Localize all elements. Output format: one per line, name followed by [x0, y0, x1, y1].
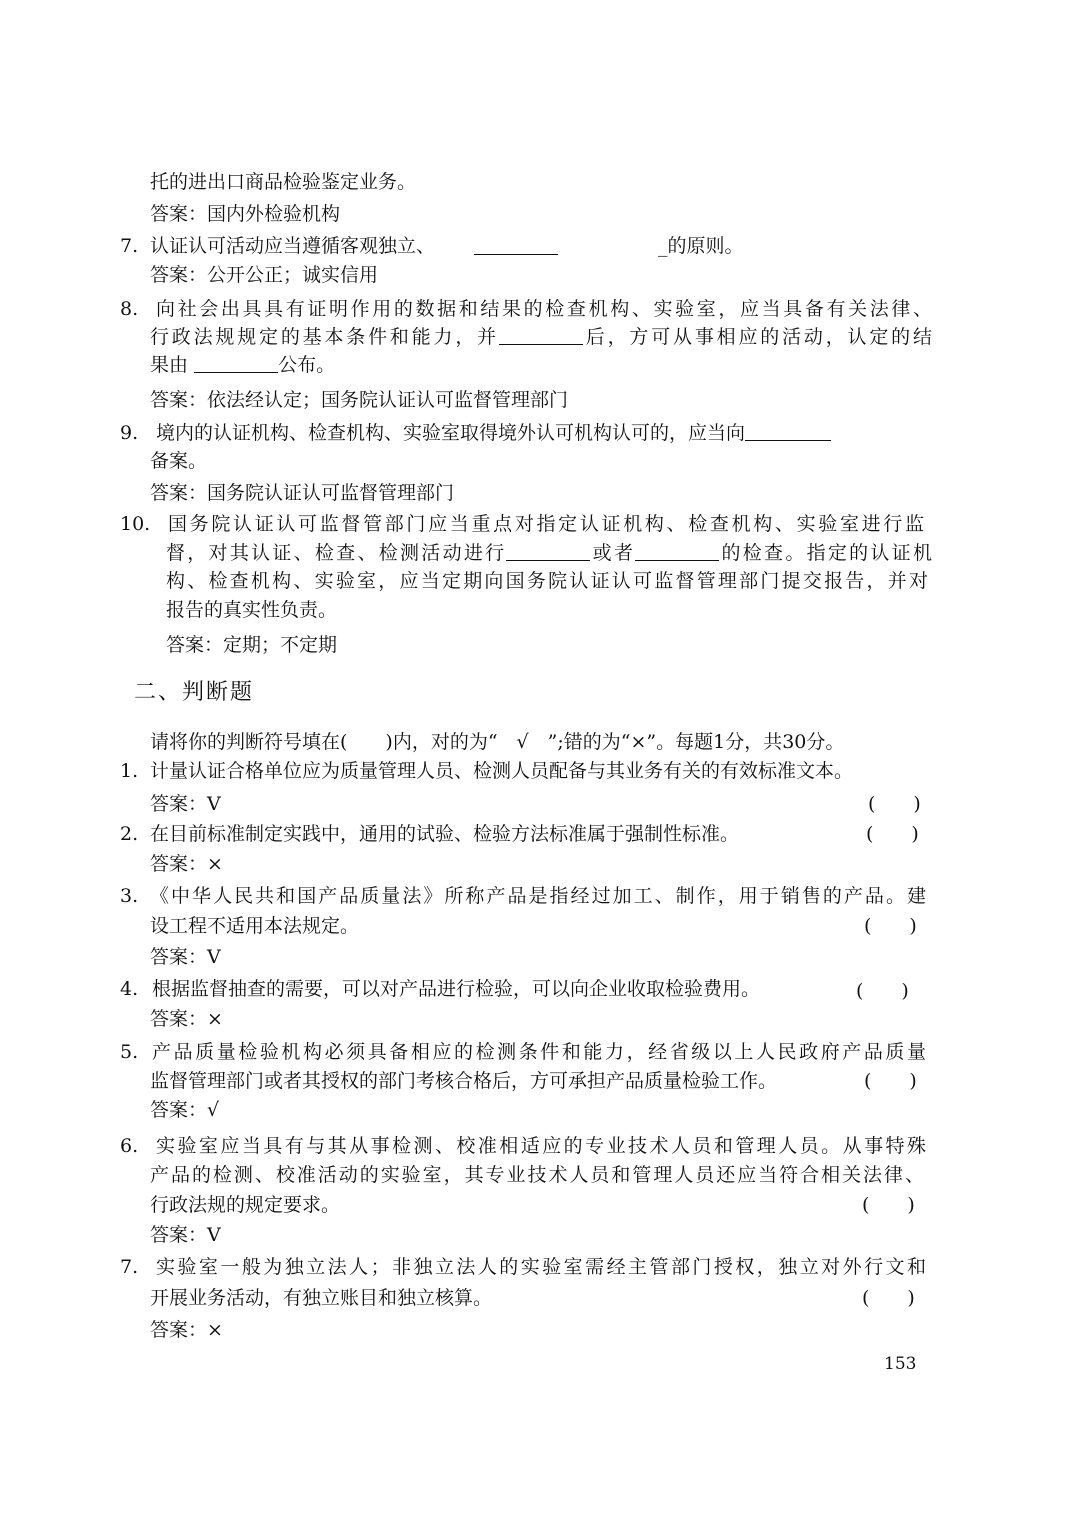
- item10-blank-1: [506, 540, 590, 561]
- judge-item-6-line2: 产品的检测、校准活动的实验室，其专业技术人员和管理人员还应当符合相关法律、: [150, 1164, 924, 1186]
- judge-item-3-answer: 答案：V: [150, 946, 221, 968]
- judge-item-6-paren: ( ): [862, 1194, 915, 1216]
- judge-item-2-line1: 在目前标准制定实践中，通用的试验、检验方法标准属于强制性标准。: [150, 823, 740, 845]
- item8-blank-2: [194, 352, 278, 373]
- judge-item-3-line1: 《中华人民共和国产品质量法》所称产品是指经过加工、制作，用于销售的产品。建: [150, 885, 926, 907]
- item8-line2-post: 后，方可从事相应的活动，认定的结: [583, 326, 932, 348]
- judge-item-3-number: 3.: [120, 885, 139, 907]
- judge-item-1-answer: 答案：V: [150, 793, 221, 815]
- item10-line1: 国务院认证认可监督管部门应当重点对指定认证机构、检查机构、实验室进行监: [168, 513, 924, 535]
- judge-item-4-paren: ( ): [856, 980, 909, 1002]
- judge-item-7-number: 7.: [120, 1256, 139, 1278]
- judge-instructions: 请将你的判断符号填在( )内，对的为“ √ ”;错的为“×”。每题1分，共30分。: [150, 731, 845, 753]
- judge-item-1-paren: ( ): [868, 793, 921, 815]
- judge-item-7-paren: ( ): [862, 1287, 915, 1309]
- item10-line4: 报告的真实性负责。: [166, 599, 338, 621]
- judge-item-7-line1: 实验室一般为独立法人；非独立法人的实验室需经主管部门授权，独立对外行文和: [156, 1256, 926, 1278]
- item7-post: _的原则。: [658, 235, 744, 257]
- item8-line3: [150, 351, 335, 379]
- judge-item-5-line1: 产品质量检验机构必须具备相应的检测条件和能力，经省级以上人民政府产品质量: [152, 1041, 926, 1063]
- judge-item-5-line2: 监督管理部门或者其授权的部门考核合格后，方可承担产品质量检验工作。: [150, 1070, 778, 1092]
- item10-blank-2: [635, 540, 719, 561]
- section-heading: 二、判断题: [134, 680, 255, 705]
- judge-item-7-answer: 答案：×: [150, 1319, 223, 1341]
- judge-item-5-answer: 答案：√: [150, 1099, 220, 1121]
- judge-item-7-line2: 开展业务活动，有独立账目和独立核算。: [150, 1287, 493, 1309]
- judge-item-5-paren: ( ): [864, 1070, 917, 1092]
- item7-blank: [474, 234, 558, 255]
- item10-line3: 构、检查机构、实验室，应当定期向国务院认证认可监督管理部门提交报告，并对: [166, 570, 928, 592]
- item8-blank-1: [499, 324, 583, 345]
- judge-item-1-number: 1.: [120, 760, 139, 782]
- item10-answer: 答案：定期；不定期: [166, 634, 338, 656]
- item9-blank: [745, 420, 831, 441]
- judge-item-3-paren: ( ): [864, 915, 917, 937]
- judge-item-4-answer: 答案：×: [150, 1008, 223, 1030]
- item9-line2: 备案。: [150, 450, 208, 472]
- item9-answer: 答案：国务院认证认可监督管理部门: [150, 482, 455, 504]
- judge-item-4-number: 4.: [120, 978, 139, 1000]
- item9-line1-text: 境内的认证机构、检查机构、实验室取得境外认可机构认可的，应当向: [156, 422, 746, 444]
- judge-item-5-number: 5.: [120, 1041, 139, 1063]
- item8-line3-pre: 果由: [150, 354, 189, 376]
- item10-line2-a: 督，对其认证、检查、检测活动进行: [166, 542, 507, 564]
- item7-pre: 认证认可活动应当遵循客观独立、: [150, 235, 436, 257]
- item9-line1: [156, 419, 831, 447]
- judge-item-6-line3: 行政法规的规定要求。: [150, 1194, 341, 1216]
- item8-line1: 向社会出具具有证明作用的数据和结果的检查机构、实验室，应当具备有关法律、: [156, 298, 932, 320]
- judge-item-2-paren: ( ): [866, 823, 919, 845]
- item10-line2-c: 的检查。指定的认证机: [719, 542, 932, 564]
- item8-line2: [150, 323, 932, 351]
- item8-line2-pre: 行政法规规定的基本条件和能力，并: [150, 326, 499, 348]
- item6-tail: 托的进出口商品检验鉴定业务。: [150, 171, 417, 193]
- judge-item-6-line1: 实验室应当具有与其从事检测、校准相适应的专业技术人员和管理人员。从事特殊: [156, 1135, 926, 1157]
- item8-line3-post: 公布。: [278, 354, 336, 376]
- judge-item-6-number: 6.: [120, 1135, 139, 1157]
- judge-item-2-number: 2.: [120, 823, 139, 845]
- page-number: 153: [884, 1354, 917, 1374]
- item10-line2-b: 或者: [590, 542, 636, 564]
- item8-number: 8.: [120, 298, 139, 320]
- item8-answer: 答案：依法经认定；国务院认证认可监督管理部门: [150, 389, 569, 411]
- item9-number: 9.: [120, 422, 139, 444]
- judge-item-2-answer: 答案：×: [150, 853, 223, 875]
- judge-item-1-line1: 计量认证合格单位应为质量管理人员、检测人员配备与其业务有关的有效标准文本。: [150, 760, 854, 782]
- judge-item-4-line1: 根据监督抽查的需要，可以对产品进行检验，可以向企业收取检验费用。: [152, 978, 761, 1000]
- item7-text: [150, 232, 435, 260]
- item7-number: 7.: [120, 235, 139, 257]
- item10-number: 10.: [120, 513, 151, 535]
- item7-answer: 答案：公开公正；诚实信用: [150, 264, 379, 286]
- item6-answer: 答案：国内外检验机构: [150, 203, 341, 225]
- judge-item-3-line2: 设工程不适用本法规定。: [150, 915, 360, 937]
- item10-line2: [166, 539, 932, 567]
- judge-item-6-answer: 答案：V: [150, 1224, 221, 1246]
